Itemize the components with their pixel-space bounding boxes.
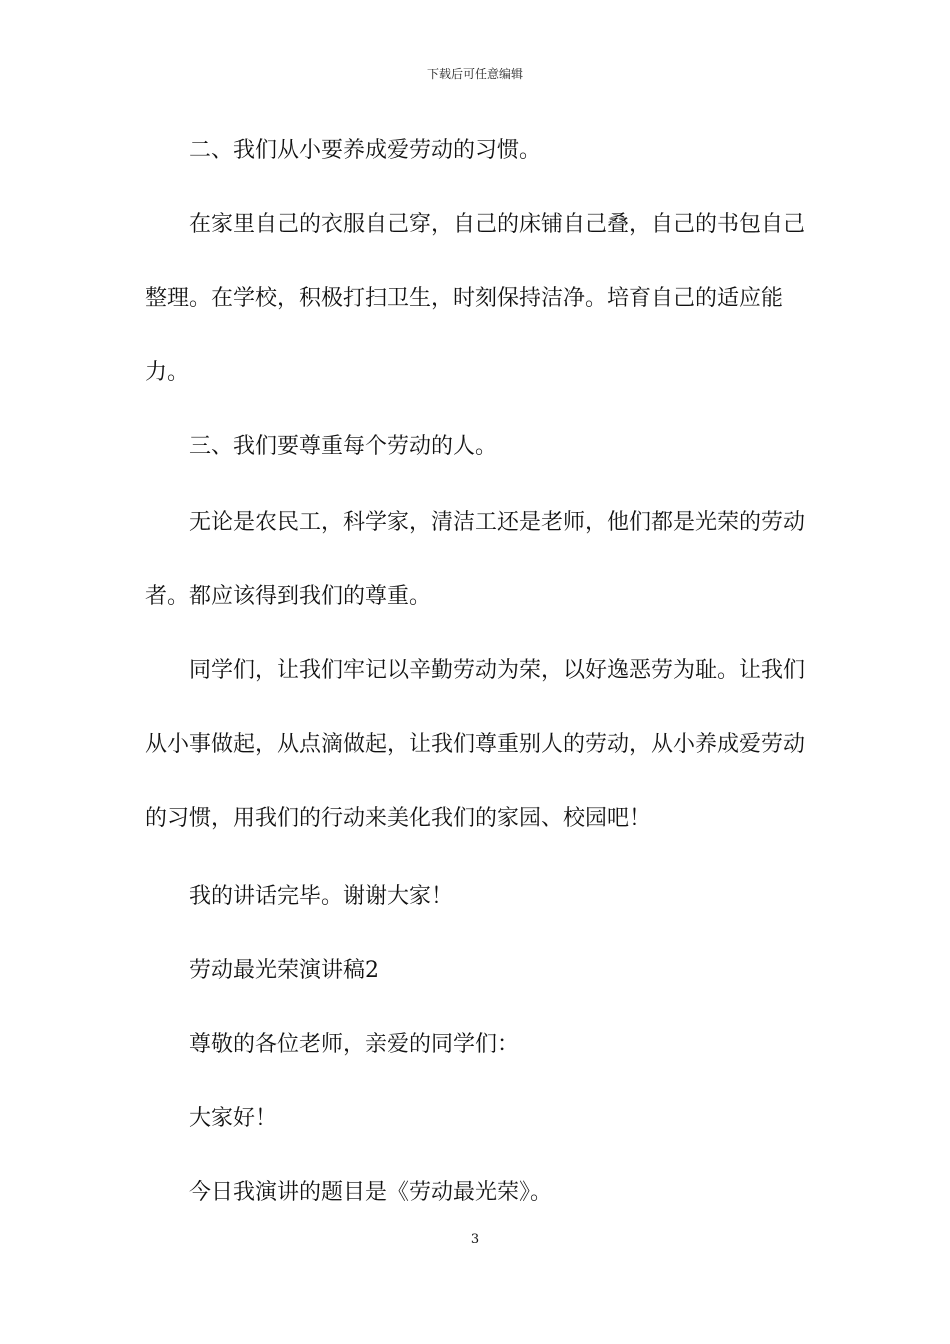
paragraph-greeting: 大家好！ (189, 1106, 278, 1131)
paragraph-respect-workers: 无论是农民工，科学家，清洁工还是老师，他们都是光荣的劳动者。都应该得到我们的尊重。 (145, 510, 806, 609)
page-number: 3 (470, 1232, 480, 1247)
paragraph-section-two-heading: 二、我们从小要养成爱劳动的习惯。 (189, 138, 542, 163)
paragraph-section-three-heading: 三、我们要尊重每个劳动的人。 (189, 434, 498, 459)
paragraph-call-to-action: 同学们，让我们牢记以辛勤劳动为荣，以好逸恶劳为耻。让我们从小事做起，从点滴做起，让我们尊重别人的劳动，从小养成爱劳动的习惯，用我们的行动来美化我们的家园、校园吧！ (145, 658, 806, 831)
paragraph-salutation: 尊敬的各位老师，亲爱的同学们： (189, 1032, 520, 1057)
page-header: 下载后可任意编辑 (426, 67, 523, 81)
paragraph-self-care: 在家里自己的衣服自己穿，自己的床铺自己叠，自己的书包自己整理。在学校，积极打扫卫生，时刻保持洁净。培育自己的适应能力。 (145, 212, 806, 385)
speech-title: 劳动最光荣演讲稿2 (189, 958, 379, 983)
paragraph-topic: 今日我演讲的题目是《劳动最光荣》。 (189, 1180, 553, 1205)
paragraph-closing: 我的讲话完毕。谢谢大家！ (189, 884, 454, 909)
